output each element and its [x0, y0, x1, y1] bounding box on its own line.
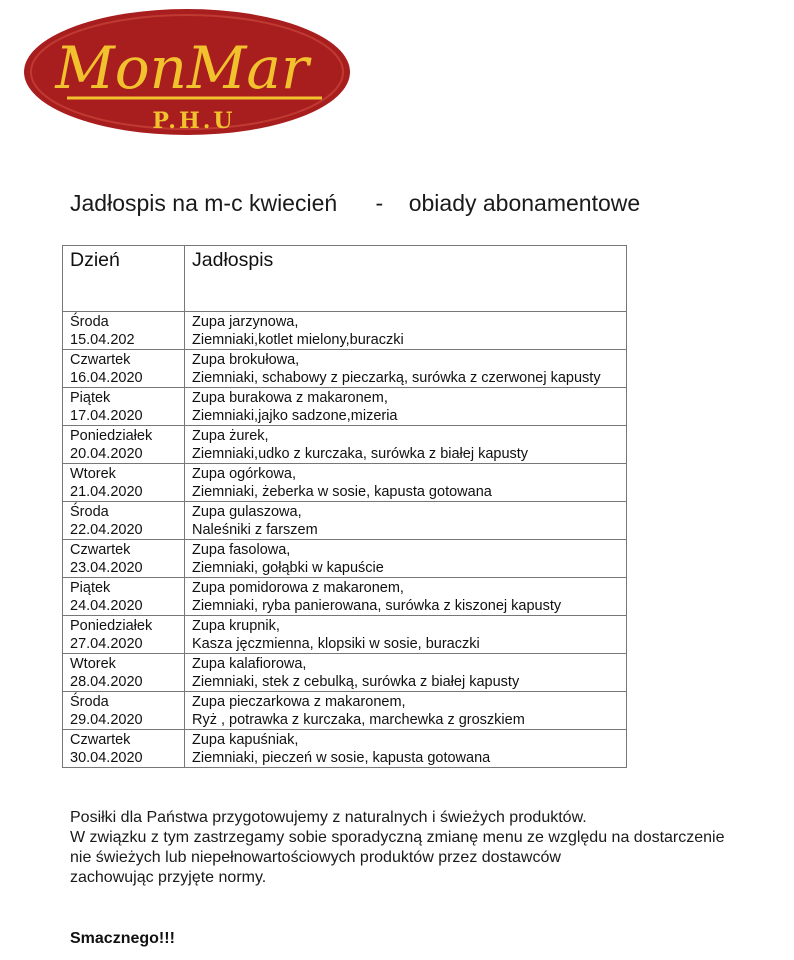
day-cell: [63, 616, 185, 654]
day-cell: [63, 692, 185, 730]
soup-text: Zupa ogórkowa,: [192, 466, 296, 482]
table-row: [63, 730, 627, 768]
date-text: 27.04.2020: [70, 636, 143, 652]
day-name: Piątek: [70, 390, 111, 406]
soup-text: Zupa jarzynowa,: [192, 314, 299, 330]
day-name: Czwartek: [70, 352, 131, 368]
table-row: [63, 464, 627, 502]
table-row: [63, 426, 627, 464]
menu-cell: [185, 502, 627, 540]
soup-text: Zupa krupnik,: [192, 618, 280, 634]
main-course-text: Ziemniaki,jajko sadzone,mizeria: [192, 408, 398, 424]
date-text: 29.04.2020: [70, 712, 143, 728]
soup-text: Zupa pomidorowa z makaronem,: [192, 580, 404, 596]
main-course-text: Ziemniaki, stek z cebulką, surówka z białej kapusty: [192, 674, 520, 690]
main-course-text: Ryż , potrawka z kurczaka, marchewka z groszkiem: [192, 712, 525, 728]
closing-greeting: Smacznego!!!: [70, 930, 175, 947]
soup-text: Zupa kapuśniak,: [192, 732, 299, 748]
date-text: 30.04.2020: [70, 750, 143, 766]
menu-cell: [185, 654, 627, 692]
main-course-text: Ziemniaki, żeberka w sosie, kapusta gotowana: [192, 484, 492, 500]
date-text: 20.04.2020: [70, 446, 143, 462]
menu-cell: [185, 464, 627, 502]
day-cell: [63, 388, 185, 426]
day-cell: [63, 578, 185, 616]
date-text: 17.04.2020: [70, 408, 143, 424]
menu-cell: [185, 692, 627, 730]
day-name: Środa: [70, 504, 109, 520]
main-course-text: Ziemniaki, pieczeń w sosie, kapusta gotowana: [192, 750, 491, 766]
date-text: 22.04.2020: [70, 522, 143, 538]
day-cell: [63, 312, 185, 350]
menu-cell: [185, 540, 627, 578]
day-name: Piątek: [70, 580, 111, 596]
header-day: Dzień: [63, 246, 185, 312]
table-row: [63, 616, 627, 654]
menu-cell: [185, 578, 627, 616]
day-cell: [63, 350, 185, 388]
day-cell: [63, 426, 185, 464]
soup-text: Zupa burakowa z makaronem,: [192, 390, 388, 406]
soup-text: Zupa kalafiorowa,: [192, 656, 307, 672]
header-menu: Jadłospis: [185, 246, 627, 312]
logo-subtitle: P.H.U: [152, 108, 236, 134]
date-text: 16.04.2020: [70, 370, 143, 386]
day-name: Poniedziałek: [70, 618, 153, 634]
menu-cell: [185, 312, 627, 350]
main-course-text: Ziemniaki, ryba panierowana, surówka z kiszonej kapusty: [192, 598, 562, 614]
main-course-text: Ziemniaki, schabowy z pieczarką, surówka z czerwonej kapusty: [192, 370, 601, 386]
table-row: [63, 350, 627, 388]
day-cell: [63, 654, 185, 692]
soup-text: Zupa gulaszowa,: [192, 504, 302, 520]
menu-cell: [185, 730, 627, 768]
table-row: [63, 312, 627, 350]
table-row: [63, 540, 627, 578]
day-cell: [63, 464, 185, 502]
day-name: Środa: [70, 694, 109, 710]
soup-text: Zupa brokułowa,: [192, 352, 300, 368]
day-name: Czwartek: [70, 732, 131, 748]
day-name: Wtorek: [70, 656, 116, 672]
day-cell: [63, 540, 185, 578]
menu-table: [62, 245, 627, 768]
date-text: 21.04.2020: [70, 484, 143, 500]
main-course-text: Kasza jęczmienna, klopsiki w sosie, buraczki: [192, 636, 480, 652]
day-cell: [63, 730, 185, 768]
menu-cell: [185, 388, 627, 426]
menu-title: Jadłospis na m-c kwiecień - obiady abonamentowe: [70, 190, 641, 216]
disclaimer-note: Posiłki dla Państwa przygotowujemy z naturalnych i świeżych produktów. W związku z tym zastrzegamy sobie sporadyczną zmianę menu ze względu na dostarczenie nie świeżych lub niepełnowartościowych produktów przez dostawców zachowując przyjęte normy.: [70, 809, 725, 886]
day-name: Środa: [70, 314, 109, 330]
date-text: 23.04.2020: [70, 560, 143, 576]
main-course-text: Ziemniaki,udko z kurczaka, surówka z białej kapusty: [192, 446, 529, 462]
logo-wordmark: MonMar: [55, 34, 309, 102]
date-text: 28.04.2020: [70, 674, 143, 690]
day-name: Poniedziałek: [70, 428, 153, 444]
table-header-row: [63, 246, 627, 312]
monmar-logo: [22, 6, 352, 138]
table-row: [63, 654, 627, 692]
soup-text: Zupa żurek,: [192, 428, 269, 444]
table-row: [63, 502, 627, 540]
menu-cell: [185, 426, 627, 464]
soup-text: Zupa pieczarkowa z makaronem,: [192, 694, 406, 710]
menu-cell: [185, 616, 627, 654]
date-text: 24.04.2020: [70, 598, 143, 614]
table-row: [63, 388, 627, 426]
main-course-text: Ziemniaki, gołąbki w kapuście: [192, 560, 384, 576]
table-row: [63, 578, 627, 616]
day-cell: [63, 502, 185, 540]
table-row: [63, 692, 627, 730]
day-name: Czwartek: [70, 542, 131, 558]
soup-text: Zupa fasolowa,: [192, 542, 291, 558]
main-course-text: Ziemniaki,kotlet mielony,buraczki: [192, 332, 404, 348]
day-name: Wtorek: [70, 466, 116, 482]
menu-cell: [185, 350, 627, 388]
main-course-text: Naleśniki z farszem: [192, 522, 318, 538]
date-text: 15.04.202: [70, 332, 135, 348]
